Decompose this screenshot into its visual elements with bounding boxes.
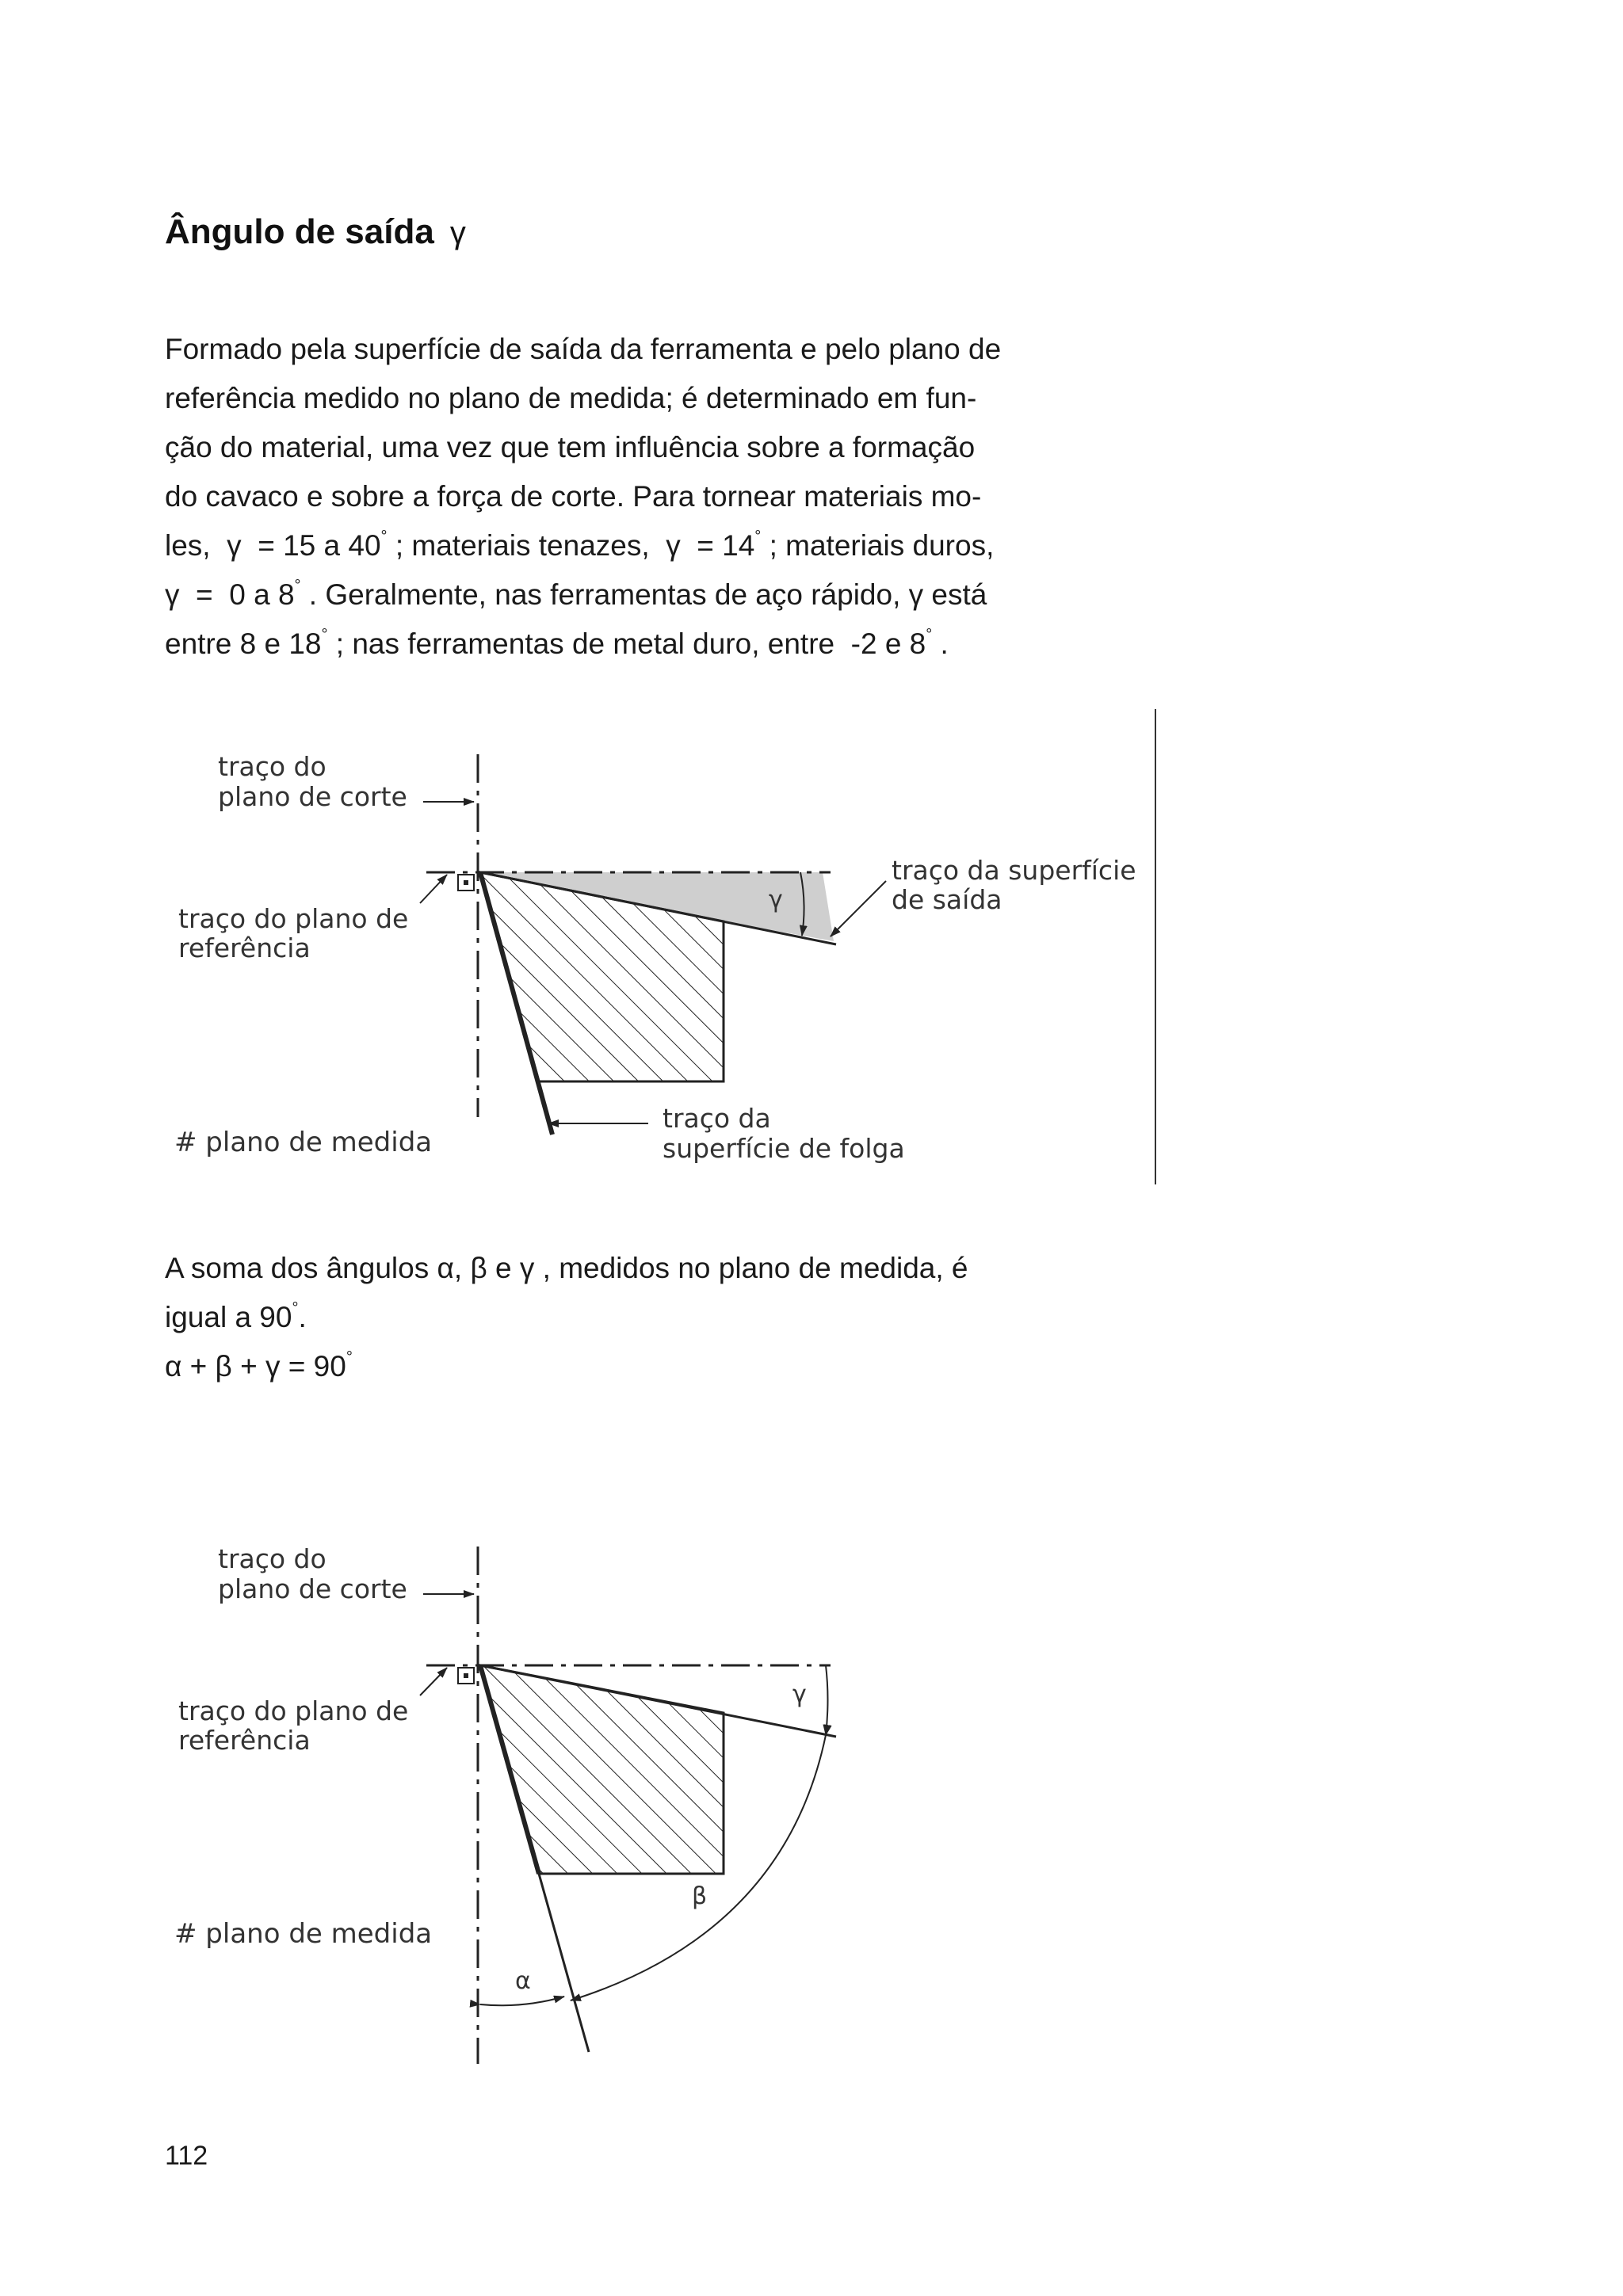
label-ref-plane-2: referência [178, 1725, 311, 1756]
label-ref-plane-1: traço do plano de [178, 1695, 409, 1726]
degree-sign: ° [926, 626, 933, 643]
label-exit-surface-1: traço da superfície [892, 855, 1136, 886]
page-number: 112 [165, 2141, 208, 2171]
label-ref-plane-1: traço do plano de [178, 903, 409, 934]
label-clearance-2: superfície de folga [663, 1133, 905, 1164]
gamma-arc [826, 1665, 828, 1735]
reference-plane-leader [420, 1668, 447, 1695]
label-cut-plane-2: plano de corte [218, 1573, 407, 1604]
label-gamma: γ [792, 1680, 807, 1708]
label-alpha: α [515, 1967, 531, 1995]
right-angle-dot [464, 1673, 468, 1678]
text-run: entre 8 e 18 [165, 627, 322, 660]
label-gamma: γ [769, 886, 783, 913]
label-cut-plane-1: traço do [218, 1543, 327, 1574]
tool-section-hatched [480, 1665, 724, 1874]
paragraph-line: ção do material, uma vez que tem influência sobre a formação [165, 431, 976, 463]
heading-title: Ângulo de saída [165, 212, 434, 251]
paragraph-line: referência medido no plano de medida; é determinado em fun- [165, 382, 977, 414]
label-ref-plane-2: referência [178, 933, 311, 963]
label-beta: β [692, 1882, 708, 1910]
paragraph-line: A soma dos ângulos α, β e γ , medidos no plano de medida, é [165, 1252, 968, 1284]
clearance-surface-extension [539, 1874, 589, 2052]
label-exit-surface-2: de saída [892, 884, 1002, 915]
text-run: igual a 90 [165, 1301, 292, 1333]
text-run: . [298, 1301, 307, 1333]
degree-sign: ° [292, 1299, 299, 1317]
degree-sign: ° [754, 528, 762, 545]
degree-sign: ° [321, 626, 328, 643]
text-run: ; materiais duros, [761, 529, 995, 562]
degree-sign: ° [380, 528, 388, 545]
alpha-arc [480, 1997, 564, 2005]
text-run: . [932, 627, 949, 660]
label-clearance-1: traço da [663, 1103, 771, 1134]
label-cut-plane-2: plano de corte [218, 781, 407, 812]
label-measure-plane: # plano de medida [174, 1127, 433, 1158]
heading-symbol: γ [449, 215, 466, 250]
degree-sign: ° [346, 1348, 353, 1366]
text-run: ; materiais tenazes, γ = 14 [387, 529, 755, 562]
text-run: ; nas ferramentas de metal duro, entre -2 e 8 [327, 627, 926, 660]
degree-sign: ° [294, 577, 301, 594]
text-run: γ = 0 a 8 [165, 578, 295, 611]
text-run: α + β + γ = 90 [165, 1350, 346, 1383]
paragraph-line: Formado pela superfície de saída da ferramenta e pelo plano de [165, 333, 1002, 365]
text-run: les, γ = 15 a 40 [165, 529, 381, 562]
label-measure-plane: # plano de medida [174, 1918, 433, 1950]
paragraph-line: do cavaco e sobre a força de corte. Para tornear materiais mo- [165, 480, 982, 513]
text-run: . Geralmente, nas ferramentas de aço rápido, γ está [300, 578, 987, 611]
label-cut-plane-1: traço do [218, 751, 327, 782]
